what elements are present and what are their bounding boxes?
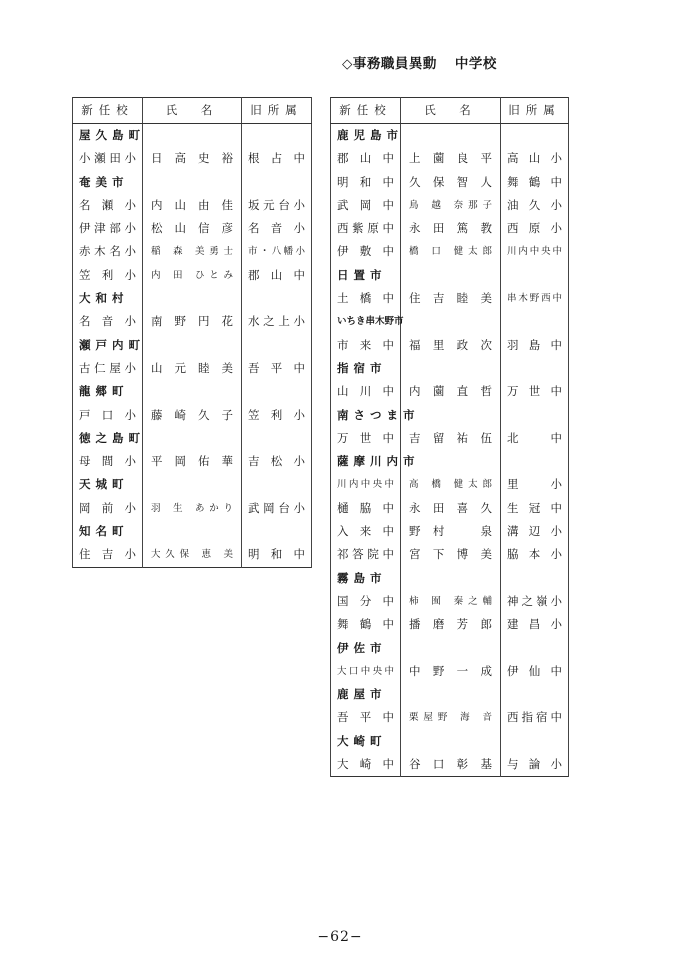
name-cell: 栗屋野 海 音: [401, 706, 501, 729]
group-row: [331, 310, 569, 333]
prev-cell: 武岡台小: [242, 497, 312, 520]
table-row: [73, 264, 312, 287]
prev-cell: 北 中: [501, 427, 569, 450]
prev-cell: 脇 本 小: [501, 543, 569, 566]
table-row: [331, 427, 569, 450]
empty-cell: [401, 683, 501, 706]
table-row: [331, 171, 569, 194]
school-cell: 小瀬田小: [73, 147, 143, 170]
name-cell: 松 山 信 彦: [143, 217, 242, 240]
school-cell: 市 来 中: [331, 334, 401, 357]
school-cell: 郡 山 中: [331, 147, 401, 170]
table-row: [331, 613, 569, 636]
empty-cell: [242, 124, 312, 148]
name-cell: 住 吉 睦 美: [401, 287, 501, 310]
school-cell: 祁答院中: [331, 543, 401, 566]
table-row: [331, 543, 569, 566]
prev-cell: 川内中央中: [501, 240, 569, 263]
empty-cell: [242, 334, 312, 357]
name-cell: 久 保 智 人: [401, 171, 501, 194]
school-cell: 笠 利 小: [73, 264, 143, 287]
empty-cell: [143, 427, 242, 450]
prev-cell: 根 占 中: [242, 147, 312, 170]
prev-cell: 串木野西中: [501, 287, 569, 310]
group-label: 鹿児島市: [331, 124, 401, 148]
empty-cell: [501, 450, 569, 473]
left-table-body: [73, 124, 312, 568]
prev-cell: 西指宿中: [501, 706, 569, 729]
group-row: [73, 520, 312, 543]
empty-cell: [143, 287, 242, 310]
group-row: [331, 357, 569, 380]
prev-cell: 水之上小: [242, 310, 312, 333]
name-cell: 柿 囿 秦之輔: [401, 590, 501, 613]
group-row: [331, 450, 569, 473]
school-cell: 名 瀬 小: [73, 194, 143, 217]
table-row: [73, 310, 312, 333]
empty-cell: [401, 124, 501, 148]
name-cell: 永 田 喜 久: [401, 497, 501, 520]
empty-cell: [242, 380, 312, 403]
empty-cell: [401, 637, 501, 660]
group-row: [331, 637, 569, 660]
empty-cell: [501, 404, 569, 427]
group-label: 南さつま市: [331, 404, 401, 427]
header-name: 氏 名: [401, 98, 501, 124]
school-cell: 伊 敷 中: [331, 240, 401, 263]
prev-cell: 坂元台小: [242, 194, 312, 217]
prev-cell: 建 昌 小: [501, 613, 569, 636]
empty-cell: [143, 124, 242, 148]
table-header-row: [331, 98, 569, 124]
right-table-body: [331, 124, 569, 777]
name-cell: 福 里 政 次: [401, 334, 501, 357]
name-cell: 内 田 ひとみ: [143, 264, 242, 287]
table-row: [331, 240, 569, 263]
name-cell: 内 山 由 佳: [143, 194, 242, 217]
prev-cell: 万 世 中: [501, 380, 569, 403]
heading-title: ◇事務職員異動: [342, 56, 437, 72]
group-row: [331, 683, 569, 706]
group-row: [73, 334, 312, 357]
name-cell: 内 薗 直 哲: [401, 380, 501, 403]
empty-cell: [501, 264, 569, 287]
empty-cell: [143, 171, 242, 194]
school-cell: 明 和 中: [331, 171, 401, 194]
name-cell: 稲 森 美勇士: [143, 240, 242, 263]
empty-cell: [501, 683, 569, 706]
group-row: [73, 287, 312, 310]
group-label: 大和村: [73, 287, 143, 310]
empty-cell: [501, 637, 569, 660]
school-cell: 大 崎 中: [331, 753, 401, 777]
table-row: [73, 194, 312, 217]
group-label: 瀬戸内町: [73, 334, 143, 357]
name-cell: 山 元 睦 美: [143, 357, 242, 380]
name-cell: 大久保 恵 美: [143, 543, 242, 567]
school-cell: 国 分 中: [331, 590, 401, 613]
school-cell: 住 吉 小: [73, 543, 143, 567]
school-cell: 伊津部小: [73, 217, 143, 240]
heading-level: 中学校: [454, 56, 497, 72]
school-cell: 舞 鶴 中: [331, 613, 401, 636]
prev-cell: 西 原 小: [501, 217, 569, 240]
group-label: 薩摩川内市: [331, 450, 401, 473]
prev-cell: 生 冠 中: [501, 497, 569, 520]
group-row: [331, 124, 569, 148]
group-row: [331, 567, 569, 590]
header-prev: 旧所属: [501, 98, 569, 124]
school-cell: 入 来 中: [331, 520, 401, 543]
table-row: [73, 357, 312, 380]
table-row: [331, 217, 569, 240]
table-row: [331, 147, 569, 170]
prev-cell: 神之嶺小: [501, 590, 569, 613]
group-label: いちき串木野市: [331, 310, 401, 333]
empty-cell: [401, 567, 501, 590]
empty-cell: [501, 124, 569, 148]
empty-cell: [143, 380, 242, 403]
table-row: [331, 706, 569, 729]
empty-cell: [242, 473, 312, 496]
school-cell: 樋 脇 中: [331, 497, 401, 520]
table-row: [73, 240, 312, 263]
group-label: 霧島市: [331, 567, 401, 590]
prev-cell: 羽 島 中: [501, 334, 569, 357]
transfer-table-right: [330, 97, 569, 777]
school-cell: 岡 前 小: [73, 497, 143, 520]
empty-cell: [242, 287, 312, 310]
group-label: 鹿屋市: [331, 683, 401, 706]
table-row: [331, 287, 569, 310]
empty-cell: [501, 310, 569, 333]
school-cell: 山 川 中: [331, 380, 401, 403]
group-label: 知名町: [73, 520, 143, 543]
name-cell: 谷 口 彰 基: [401, 753, 501, 777]
prev-cell: 郡 山 中: [242, 264, 312, 287]
header-new-school: 新任校: [73, 98, 143, 124]
name-cell: 高 橋 健太郎: [401, 473, 501, 496]
school-cell: 吾 平 中: [331, 706, 401, 729]
school-cell: 土 橋 中: [331, 287, 401, 310]
name-cell: 橋 口 健太郎: [401, 240, 501, 263]
name-cell: 中 野 一 成: [401, 660, 501, 683]
empty-cell: [143, 334, 242, 357]
prev-cell: 高 山 小: [501, 147, 569, 170]
school-cell: 川内中央中: [331, 473, 401, 496]
table-row: [73, 404, 312, 427]
group-label: 屋久島町: [73, 124, 143, 148]
group-row: [73, 124, 312, 148]
name-cell: 播 磨 芳 郎: [401, 613, 501, 636]
group-row: [73, 473, 312, 496]
school-cell: 西紫原中: [331, 217, 401, 240]
group-label: 伊佐市: [331, 637, 401, 660]
header-new-school: 新任校: [331, 98, 401, 124]
header-prev: 旧所属: [242, 98, 312, 124]
school-cell: 戸 口 小: [73, 404, 143, 427]
empty-cell: [501, 567, 569, 590]
school-cell: 万 世 中: [331, 427, 401, 450]
group-label: 奄美市: [73, 171, 143, 194]
prev-cell: 明 和 中: [242, 543, 312, 567]
prev-cell: 笠 利 小: [242, 404, 312, 427]
empty-cell: [401, 730, 501, 753]
table-row: [73, 217, 312, 240]
name-cell: 羽 生 あかり: [143, 497, 242, 520]
empty-cell: [143, 473, 242, 496]
prev-cell: 舞 鶴 中: [501, 171, 569, 194]
empty-cell: [401, 264, 501, 287]
prev-cell: 伊 仙 中: [501, 660, 569, 683]
name-cell: 藤 崎 久 子: [143, 404, 242, 427]
group-row: [73, 427, 312, 450]
table-row: [331, 473, 569, 496]
prev-cell: 油 久 小: [501, 194, 569, 217]
school-cell: 古仁屋小: [73, 357, 143, 380]
table-row: [331, 334, 569, 357]
table-row: [73, 497, 312, 520]
name-cell: 日 高 史 裕: [143, 147, 242, 170]
table-row: [331, 753, 569, 777]
school-cell: 武 岡 中: [331, 194, 401, 217]
group-label: 日置市: [331, 264, 401, 287]
prev-cell: 里 小: [501, 473, 569, 496]
school-cell: 大口中央中: [331, 660, 401, 683]
page-number: −62−: [317, 929, 363, 945]
prev-cell: 名 音 小: [242, 217, 312, 240]
name-cell: 平 岡 佑 華: [143, 450, 242, 473]
school-cell: 母 間 小: [73, 450, 143, 473]
header-name: 氏 名: [143, 98, 242, 124]
group-label: 天城町: [73, 473, 143, 496]
school-cell: 赤木名小: [73, 240, 143, 263]
group-row: [331, 404, 569, 427]
table-row: [331, 520, 569, 543]
table-row: [331, 660, 569, 683]
table-row: [331, 380, 569, 403]
group-row: [73, 171, 312, 194]
group-row: [73, 380, 312, 403]
table-row: [331, 194, 569, 217]
group-label: 龍郷町: [73, 380, 143, 403]
group-label: 徳之島町: [73, 427, 143, 450]
group-label: 大崎町: [331, 730, 401, 753]
empty-cell: [242, 427, 312, 450]
prev-cell: 溝 辺 小: [501, 520, 569, 543]
table-row: [73, 450, 312, 473]
empty-cell: [242, 171, 312, 194]
group-label: 指宿市: [331, 357, 401, 380]
name-cell: 吉 留 祐 伍: [401, 427, 501, 450]
table-row: [73, 147, 312, 170]
table-header-row: [73, 98, 312, 124]
name-cell: 永 田 篤 教: [401, 217, 501, 240]
group-row: [331, 730, 569, 753]
group-row: [331, 264, 569, 287]
empty-cell: [501, 730, 569, 753]
prev-cell: 吉 松 小: [242, 450, 312, 473]
transfer-table-left: [72, 97, 312, 568]
name-cell: 鳥 越 奈那子: [401, 194, 501, 217]
prev-cell: 吾 平 中: [242, 357, 312, 380]
table-row: [331, 497, 569, 520]
empty-cell: [242, 520, 312, 543]
empty-cell: [401, 357, 501, 380]
page-heading: [342, 52, 497, 72]
table-row: [331, 590, 569, 613]
name-cell: 野 村 泉: [401, 520, 501, 543]
name-cell: 宮 下 博 美: [401, 543, 501, 566]
prev-cell: 与 論 小: [501, 753, 569, 777]
school-cell: 名 音 小: [73, 310, 143, 333]
empty-cell: [401, 310, 501, 333]
empty-cell: [501, 357, 569, 380]
prev-cell: 市・八幡小: [242, 240, 312, 263]
name-cell: 南 野 円 花: [143, 310, 242, 333]
name-cell: 上 薗 良 平: [401, 147, 501, 170]
empty-cell: [143, 520, 242, 543]
table-row: [73, 543, 312, 567]
